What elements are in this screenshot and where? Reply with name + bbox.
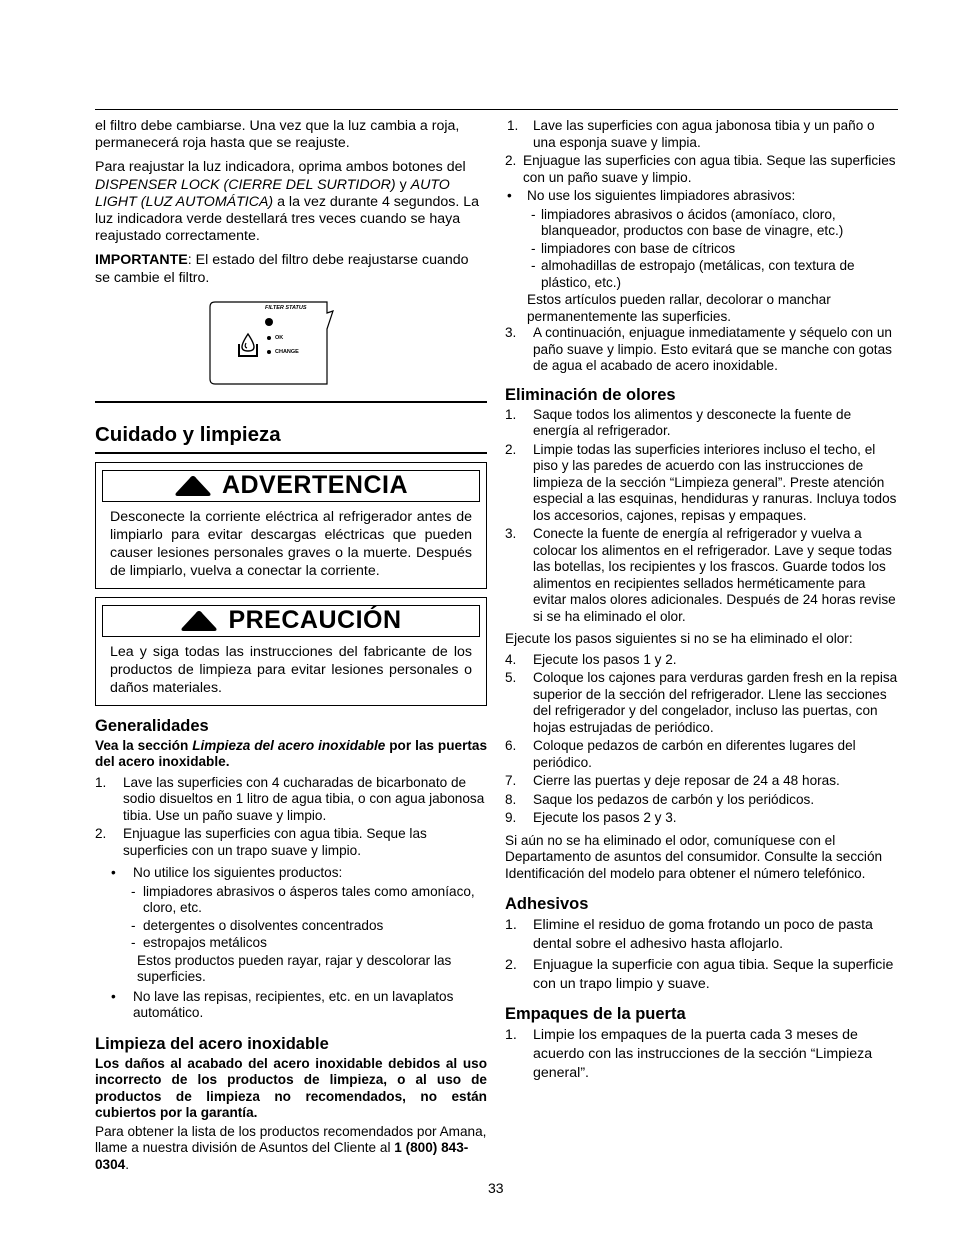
water-drop-icon [237,332,259,358]
top-rule [95,109,898,110]
list-item: 1. Limpie los empaques de la puerta cada 3 meses de acuerdo con las instrucciones de la sección “Limpieza general”. [505,1027,873,1081]
panel-title: FILTER STATUS [265,304,307,311]
dash-item: - estropajos metálicos [131,935,267,951]
warning-box [95,462,487,589]
panel-change-label: CHANGE [275,348,299,355]
page-number: 33 [488,1180,504,1196]
acero-warning-text: Los daños al acabado del acero inoxidable debidos al uso incorrecto de los productos de limpieza, o al uso de productos de limpieza no recomendados, no están cubiertos por la garantía. [95,1055,487,1121]
bullet-item: • No use los siguientes limpiadores abrasivos: [507,188,796,203]
list-item: 4. Ejecute los pasos 1 y 2. [505,651,677,667]
caution-heading: PRECAUCIÓN [228,606,402,635]
list-item: 6. Coloque pedazos de carbón en diferentes lugares del periódico. [505,738,856,770]
warning-triangle-icon [174,475,212,497]
warning-header [102,470,480,502]
important-note: IMPORTANTE: El estado del filtro debe reajustarse cuando se cambie el filtro. [95,252,469,286]
adhesivos-title: Adhesivos [505,895,589,913]
warning-text: Desconecte la corriente eléctrica al refrigerador antes de limpiarlo para evitar descargas eléctricas que pueden causer lesiones personales graves o la muerte. Después de limpiarlo, vuelva a conectar la corriente. [110,508,472,579]
panel-ok-label: OK [275,334,284,341]
bullet-item: • No utilice los siguientes productos: [111,865,343,881]
empaques-list [505,1026,898,1083]
dash-item: - detergentes o disolventes concentrados [131,917,384,933]
list-item: 2. Limpie todas las superficies interiores incluso el techo, el piso y las paredes de acuerdo con las instrucciones de limpieza de la sección “Limpieza general”. Preste atención especial a las esquinas, hendiduras y ranuras. Incluya todos los accesorios, cajones, repisas y empaques. [505,441,897,523]
intro-paragraph-2: Para reajustar la luz indicadora, oprima ambos botones del DISPENSER LOCK (CIERRE DEL SURTIDOR) y AUTO LIGHT (LUZ AUTOMÁTICA) a la vez durante 4 segundos. La luz indicadora verde destellará tres veces cuando se haya reajustado correctamente. [95,159,480,245]
list-item: 1. Lave las superficies con agua jabonosa tibia y un paño o una esponja suave y limpia. [507,118,875,150]
list-item: 2. Enjuague las superficies con agua tibia. Seque las superficies con un paño suave y limpio. [505,153,896,185]
list-item: 5. Coloque los cajones para verduras garden fresh en la repisa superior de la sección del refrigerador. Llene las secciones del refrigerador y del congelador, incluso las puertas, con hojas estrujadas de periódico. [505,670,898,735]
dash-note: Estos productos pueden rayar, rajar y descolorar las superficies. [137,952,452,985]
dash-item: - limpiadores abrasivos o ásperos tales como amoníaco, cloro, etc. [131,883,475,916]
list-item: 9. Ejecute los pasos 2 y 3. [505,810,677,825]
dash-note: Estos artículos pueden rallar, decolorar o manchar permanentemente las superficies. [527,292,831,324]
adhesivos-list [505,916,898,994]
intro-paragraph-1: el filtro debe cambiarse. Una vez que la luz cambia a roja, permanecerá roja hasta que se reajuste. [95,118,460,152]
generalidades-list [95,775,487,860]
stainless-steps-list [505,118,898,186]
generalidades-title: Generalidades [95,716,209,735]
generalidades-note: Vea la sección Limpieza del acero inoxidable por las puertas del acero inoxidable. [95,737,488,770]
section-rule-bottom [95,452,487,454]
filter-status-panel [209,301,369,387]
section-title: Cuidado y limpieza [95,422,281,446]
stainless-step-3 [505,325,898,375]
olores-list-2 [505,652,898,827]
warning-heading: ADVERTENCIA [221,471,409,500]
list-item: 1. Elimine el residuo de goma frotando un poco de pasta dental sobre el adhesivo hasta aflojarlo. [505,917,873,952]
list-item: 1. Lave las superficies con 4 cucharadas de bicarbonato de sodio disueltos en 1 litro de agua tibia, o con agua jabonosa tibia. Use un paño suave y limpio. [95,774,485,823]
section-rule-top [95,401,487,403]
caution-triangle-icon [180,610,218,632]
olores-end-text: Si aún no se ha eliminado el odor, comuníquese con el Departamento de asuntos del consumidor. Consulte la sección Identificación del modelo para obtener el número telefónico. [505,832,883,881]
phone-number: 1 (800) 843-0304 [95,1140,469,1172]
left-column [95,118,487,1173]
list-item: 1. Saque todos los alimentos y desconecte la fuente de energía al refrigerador. [505,406,852,438]
list-item: 7. Cierre las puertas y deje reposar de 24 a 48 horas. [505,773,840,788]
caution-header [102,605,480,637]
olores-mid-text: Ejecute los pasos siguientes si no se ha eliminado el olor: [505,631,853,646]
list-item: 2. Enjuague la superficie con agua tibia. Seque la superficie con un trapo limpio y suave. [505,957,894,992]
caution-text: Lea y siga todas las instrucciones del fabricante de los productos de limpieza para evitar lesiones personales o daños materiales. [110,643,472,696]
olores-list [505,407,898,626]
list-item: 2. Enjuague las superficies con agua tibia. Seque las superficies con un trapo suave y limpio. [95,826,427,858]
dash-item: - limpiadores abrasivos o ácidos (amoníaco, cloro, blanqueador, productos con base de vinagre, etc.) [531,206,844,238]
panel-outline [209,301,369,387]
olores-title: Eliminación de olores [505,385,676,404]
list-item: 3. A continuación, enjuague inmediatamente y séquelo con un paño suave y limpio. Esto evitará que se manche con gotas de agua el acabado de acero inoxidable. [505,325,892,373]
caution-box [95,597,487,706]
empaques-title: Empaques de la puerta [505,1005,686,1023]
bullet-item: • No lave las repisas, recipientes, etc. en un lavaplatos automático. [111,988,454,1021]
list-item: 8. Saque los pedazos de carbón y los periódicos. [505,791,815,807]
list-item: 3. Conecte la fuente de energía al refrigerador y vuelva a colocar los alimentos en el refrigerador. Lave y seque todas las botellas, los recipientes y los frascos. Guarde todos los alimentos en recipientes sellados herméticamente para evitar malos olores adicionales. Después de 24 horas revise si se ha eliminado el olor. [505,526,896,624]
dash-item: - almohadillas de estropajo (metálicas, con textura de plástico, etc.) [531,258,855,290]
dash-item: - limpiadores con base de cítricos [531,240,736,256]
acero-title: Limpieza del acero inoxidable [95,1034,329,1053]
right-column [505,118,898,1089]
acero-contact-text: Para obtener la lista de los productos recomendados por Amana, llame a nuestra división de Asuntos del Cliente al 1 (800) 843-0304. [95,1123,487,1172]
generalidades-bullets [95,865,487,1022]
